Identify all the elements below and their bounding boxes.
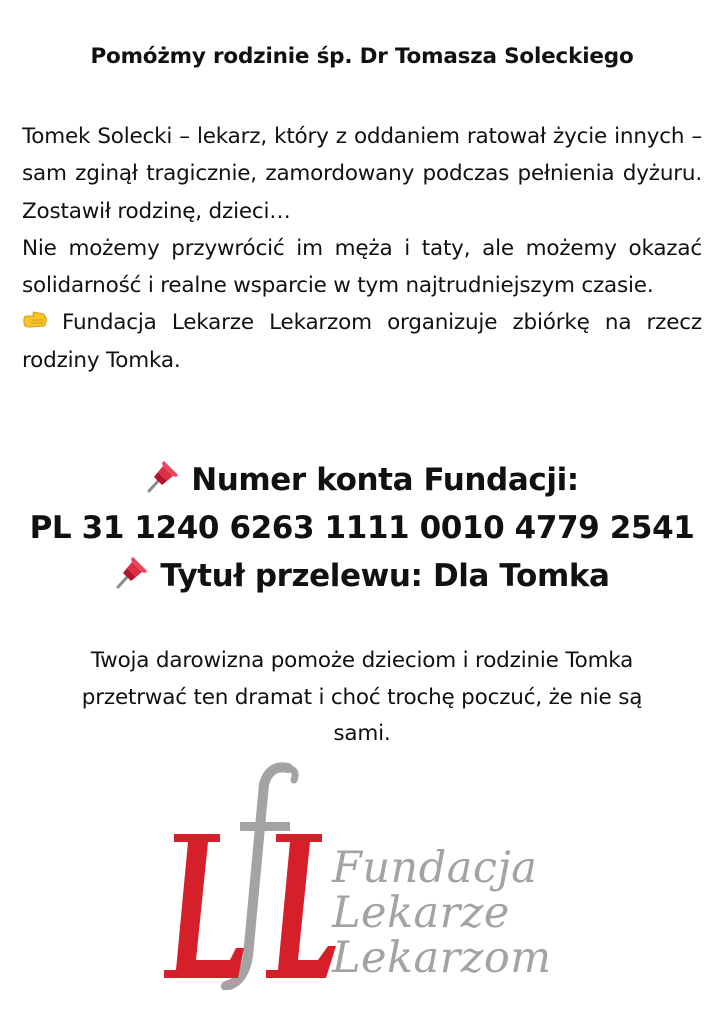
- page-title: Pomóżmy rodzinie śp. Dr Tomasza Soleckiego: [90, 44, 634, 69]
- account-label: Numer konta Fundacji:: [191, 462, 579, 498]
- logo-word: Lekarze: [332, 888, 510, 938]
- paragraph-fundraiser: [22, 304, 702, 379]
- pushpin-icon: [145, 458, 181, 494]
- closing-line: Twoja darowizna pomoże dzieciom i rodzinie Tomka: [90, 648, 634, 673]
- closing-line: sami.: [333, 721, 391, 746]
- closing-line: przetrwać ten dramat i choć trochę poczuć, że nie są: [81, 684, 643, 710]
- fundraiser-text: Fundacja Lekarze Lekarzom organizuje zbiórkę na rzecz rodziny Tomka.: [22, 310, 702, 373]
- appeal-text: [22, 118, 702, 379]
- account-details: [0, 456, 724, 600]
- pushpin-icon: [114, 554, 150, 590]
- foundation-logo-text: [332, 843, 552, 983]
- logo-word: Lekarzom: [332, 933, 552, 983]
- account-label-row: [0, 456, 724, 504]
- paragraph-story: Tomek Solecki – lekarz, który z oddaniem ratował życie innych – sam zginął tragicznie, zamordowany podczas pełnienia dyżuru. Zostawił rodzinę, dzieci…: [22, 124, 702, 224]
- account-number[interactable]: PL 31 1240 6263 1111 0010 4779 2541: [29, 510, 695, 546]
- logo-word: Fundacja: [332, 843, 538, 893]
- transfer-title-row: [0, 552, 724, 600]
- pointing-hand-icon: [22, 310, 48, 332]
- closing-text: [0, 643, 724, 753]
- transfer-title: Tytuł przelewu: Dla Tomka: [160, 558, 610, 594]
- paragraph-solidarity: Nie możemy przywrócić im męża i taty, ale możemy okazać solidarność i realne wsparcie w tym najtrudniejszym czasie.: [22, 235, 702, 299]
